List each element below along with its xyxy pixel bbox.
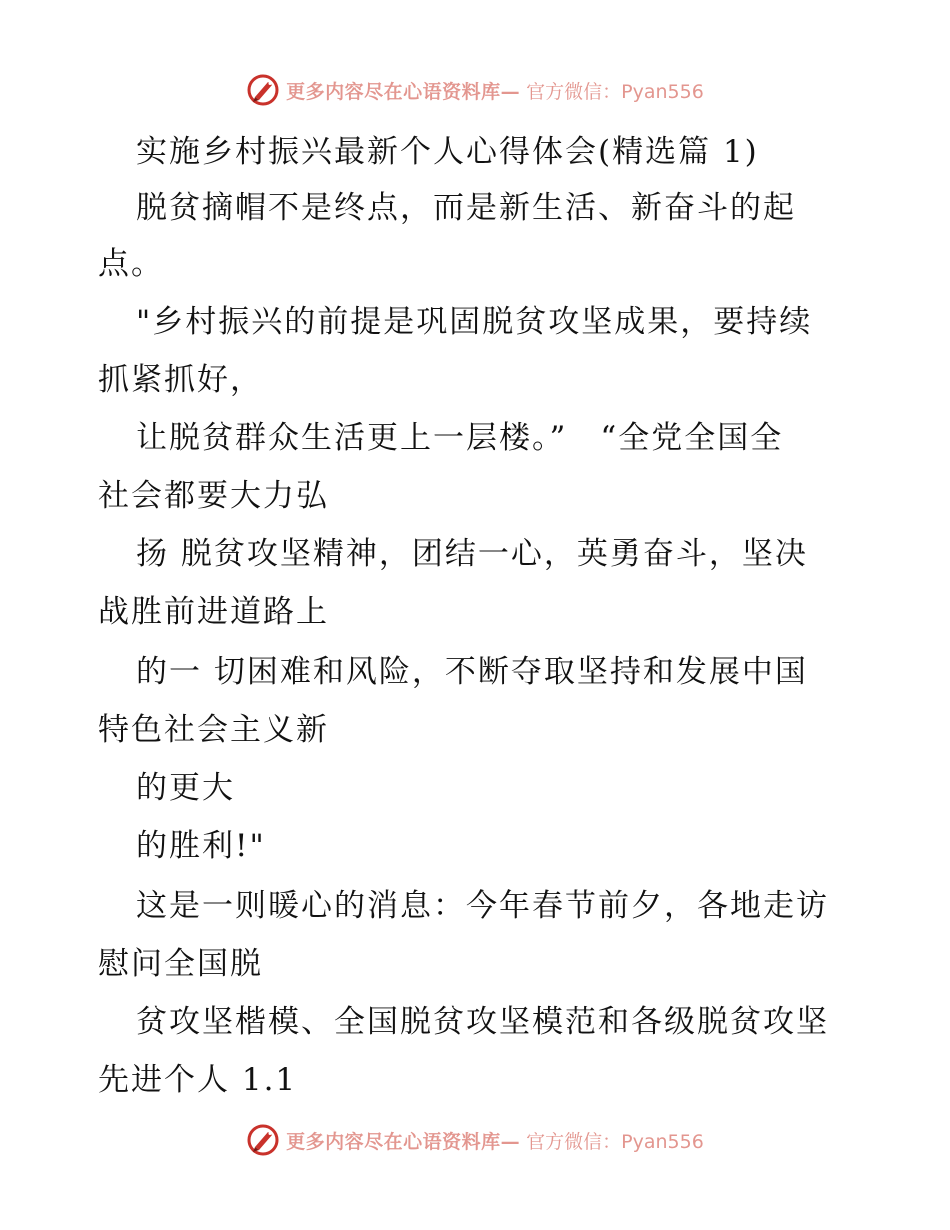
- paragraph-line: 的更大: [136, 770, 235, 806]
- paragraph-line: 抓紧抓好，: [98, 362, 263, 398]
- paragraph-line: 这是一则暖心的消息：今年春节前夕，各地走访: [136, 888, 829, 924]
- paragraph-line: 点。: [98, 246, 164, 282]
- pen-logo-icon: [246, 73, 280, 107]
- watermark-wechat: 官方微信：Pyan556: [526, 1130, 704, 1153]
- paragraph-line: 特色社会主义新: [98, 712, 329, 748]
- paragraph-line: 贫攻坚楷模、全国脱贫攻坚模范和各级脱贫攻坚: [136, 1004, 829, 1040]
- paragraph-line: 扬 脱贫攻坚精神，团结一心，英勇奋斗，坚决: [136, 536, 808, 572]
- footer-watermark-banner: [0, 1118, 950, 1162]
- paragraph-line: 战胜前进道路上: [98, 594, 329, 630]
- watermark-wechat: 官方微信：Pyan556: [526, 80, 704, 103]
- paragraph-line: 的一 切困难和风险，不断夺取坚持和发展中国: [136, 654, 808, 690]
- footer-watermark: [246, 1123, 704, 1157]
- paragraph-line: 让脱贫群众生活更上一层楼。” “全党全国全: [136, 420, 784, 456]
- paragraph-line: "乡村振兴的前提是巩固脱贫攻坚成果，要持续: [136, 304, 813, 340]
- paragraph-line: 脱贫摘帽不是终点，而是新生活、新奋斗的起: [136, 190, 796, 226]
- watermark-text: 更多内容尽在心语资料库—: [286, 80, 521, 103]
- paragraph-line: 先进个人 1.1: [98, 1062, 298, 1098]
- document-title: 实施乡村振兴最新个人心得体会(精选篇 1): [136, 134, 759, 170]
- header-watermark-banner: [0, 68, 950, 112]
- paragraph-line: 的胜利!": [136, 828, 266, 864]
- watermark-text: 更多内容尽在心语资料库—: [286, 1130, 521, 1153]
- pen-logo-icon: [246, 1123, 280, 1157]
- paragraph-line: 慰问全国脱: [98, 946, 263, 982]
- paragraph-line: 社会都要大力弘: [98, 478, 329, 514]
- header-watermark: [246, 73, 704, 107]
